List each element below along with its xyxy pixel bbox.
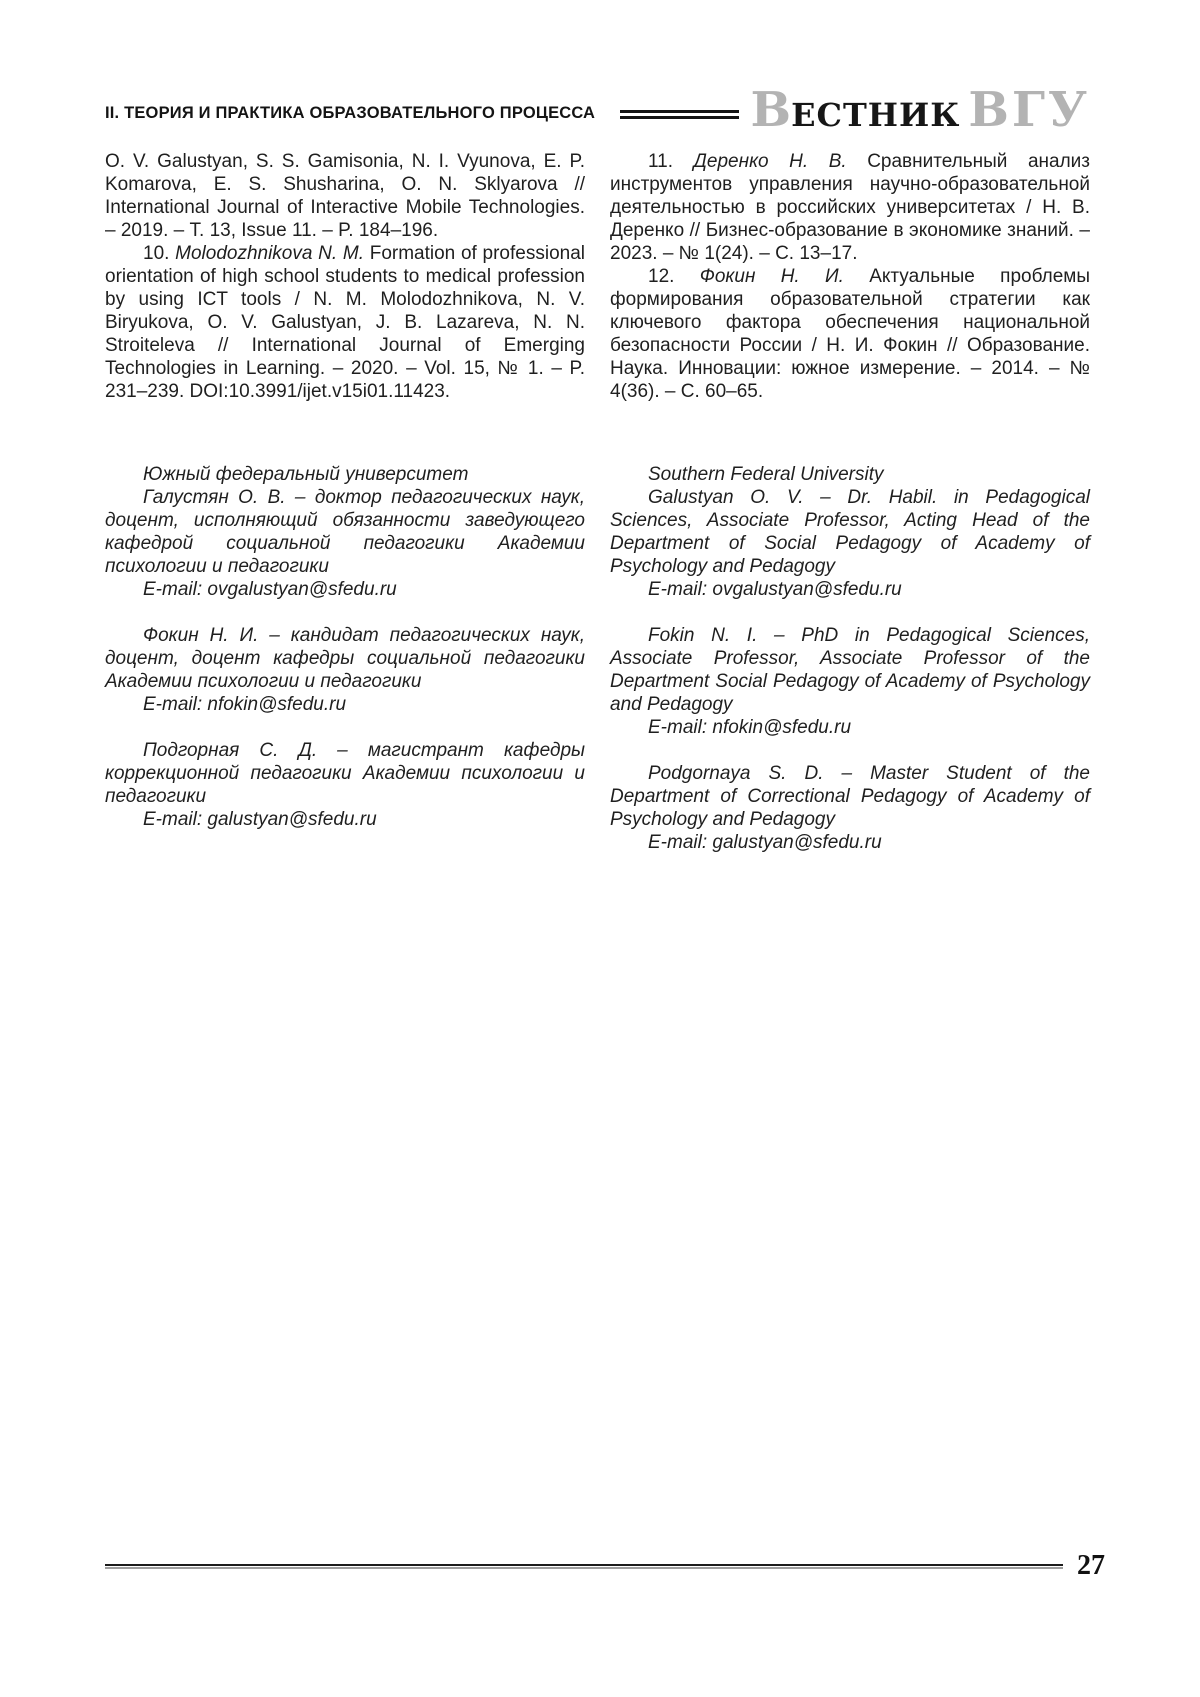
author-bio-podgornaya-ru: Подгорная С. Д. – магистрант кафедры коррекционной педагогики Академии психологии и педагогики xyxy=(105,740,585,807)
reference-author-italic: Деренко Н. В. xyxy=(693,151,847,172)
author-email-galustyan-en: E-mail: ovgalustyan@sfedu.ru xyxy=(648,579,902,600)
references-left xyxy=(105,150,585,463)
page-header xyxy=(105,82,1090,138)
page-number: 27 xyxy=(1077,1550,1105,1581)
affiliation-en: Southern Federal University xyxy=(648,464,884,485)
reference-number: 12. xyxy=(648,266,700,287)
reference-text: Актуальные проблемы формирования образовательной стратегии как ключевого фактора обеспечения национальной безопасности России / Н. И. Фокин // Образование. Наука. Инновации: южное измерение. – 2014. – № 4(36). – С. 60–65. xyxy=(610,266,1090,402)
reference-number: 11. xyxy=(648,151,694,172)
running-title: II. ТЕОРИЯ И ПРАКТИКА ОБРАЗОВАТЕЛЬНОГО ПРОЦЕССА xyxy=(105,103,596,122)
author-bio-galustyan-en: Galustyan O. V. – Dr. Habil. in Pedagogical Sciences, Associate Professor, Acting Head of the Department of Social Pedagogy of Academy of Psychology and Pedagogy xyxy=(610,487,1090,577)
reference-text: Сравнительный анализ инструментов управления научно-образовательной деятельностью в российских университетах / Н. В. Деренко // Бизнес-образование в экономике знаний. – 2023. – № 1(24). – С. 13–17. xyxy=(610,151,1090,264)
author-bio-podgornaya-en: Podgornaya S. D. – Master Student of the Department of Correctional Pedagogy of Academy of Psychology and Pedagogy xyxy=(610,763,1090,830)
right-column xyxy=(610,150,1090,877)
affiliation-ru: Южный федеральный университет xyxy=(143,464,469,485)
reference-9-continuation: O. V. Galustyan, S. S. Gamisonia, N. I. Vyunova, E. P. Komarova, E. S. Shusharina, O. N. Sklyarova // International Journal of Interactive Mobile Technologies. – 2019. – Т. 13, Issue 11. – P. 184–196. xyxy=(105,151,585,241)
logo-word-rest: ЕСТНИК xyxy=(791,96,961,134)
reference-author-italic: Фокин Н. И. xyxy=(699,266,844,287)
reference-text: Formation of professional orientation of high school students to medical profession by using ICT tools / N. M. Molodozhnikova, N. V. Biryukova, O. V. Galustyan, J. B. Lazareva, N. N. Stroiteleva // International Journal of Emerging Technologies in Learning. – 2020. – Vol. 15, № 1. – P. 231–239. DOI:10.3991/ijet.v15i01.11423. xyxy=(105,243,585,402)
author-email-fokin-en: E-mail: nfokin@sfedu.ru xyxy=(648,717,852,738)
author-email-fokin-ru: E-mail: nfokin@sfedu.ru xyxy=(143,694,347,715)
logo-university-acronym: ВГУ xyxy=(968,82,1090,138)
author-email-podgornaya-en: E-mail: galustyan@sfedu.ru xyxy=(648,832,882,853)
reference-10 xyxy=(105,242,585,403)
page-footer xyxy=(105,1552,1105,1580)
author-bio-fokin-en: Fokin N. I. – PhD in Pedagogical Sciences, Associate Professor, Associate Professor of the Department Social Pedagogy of Academy of Psychology and Pedagogy xyxy=(610,625,1090,715)
authors-section-en xyxy=(610,463,1090,854)
author-bio-galustyan-ru: Галустян О. В. – доктор педагогических наук, доцент, исполняющий обязанности заведующего кафедрой социальной педагогики Академии психологии и педагогики xyxy=(105,487,585,577)
journal-logo xyxy=(750,82,1091,138)
references-right xyxy=(610,150,1090,463)
author-email-galustyan-ru: E-mail: ovgalustyan@sfedu.ru xyxy=(143,579,397,600)
author-email-podgornaya-ru: E-mail: galustyan@sfedu.ru xyxy=(143,809,377,830)
footer-rule xyxy=(105,1564,1063,1569)
left-column xyxy=(105,150,585,877)
reference-number: 10. xyxy=(143,243,176,264)
authors-section-ru xyxy=(105,463,585,831)
reference-12 xyxy=(610,265,1090,403)
logo-initial-letter: В xyxy=(750,82,792,138)
reference-author-italic: Molodozhnikova N. M. xyxy=(175,243,364,264)
reference-11 xyxy=(610,150,1090,265)
two-column-content xyxy=(105,150,1090,877)
header-rule xyxy=(620,110,738,119)
author-bio-fokin-ru: Фокин Н. И. – кандидат педагогических наук, доцент, доцент кафедры социальной педагогики Академии психологии и педагогики xyxy=(105,625,585,692)
